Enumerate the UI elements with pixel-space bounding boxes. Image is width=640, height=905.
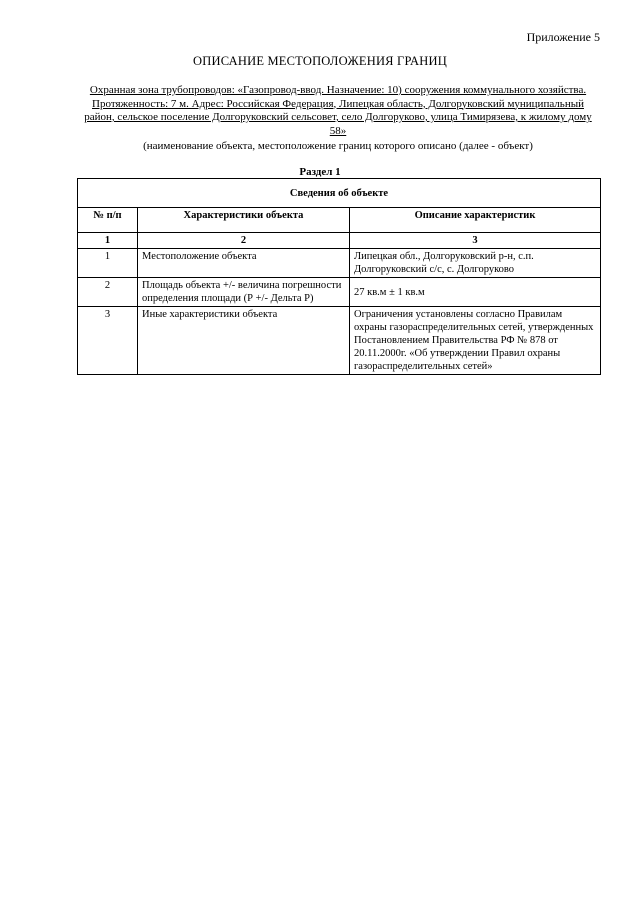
column-number-3: 3 [350,233,601,249]
row-number: 2 [78,278,138,307]
column-header-number: № п/п [78,208,138,233]
row-number: 3 [78,307,138,375]
table-row [78,249,601,278]
object-caption: (наименование объекта, местоположение границ которого описано (далее - объект) [143,140,533,152]
table-heading: Сведения об объекте [78,179,601,208]
column-number-1: 1 [78,233,138,249]
row-number: 1 [78,249,138,278]
section-label: Раздел 1 [299,166,341,178]
document-title: ОПИСАНИЕ МЕСТОПОЛОЖЕНИЯ ГРАНИЦ [193,54,447,68]
column-header-description: Описание характеристик [350,208,601,233]
object-name: Охранная зона трубопроводов: «Газопровод-ввод. Назначение: 10) сооружения коммунального хозяйства. Протяженность: 7 м. Адрес: Российская Федерация, Липецкая область, Долгоруковский муниципальный район, сельское поселение Долгоруковский сельсовет, село Долгоруково, улица Тимирязева, к жилому дому 58» [84,84,592,137]
appendix-label: Приложение 5 [526,30,600,44]
table-row [78,307,601,375]
object-info-table [77,178,601,375]
table-row [78,278,601,307]
row-characteristic: Площадь объекта +/- величина погрешности определения площади (Р +/- Дельта Р) [138,278,350,307]
row-description: 27 кв.м ± 1 кв.м [350,278,601,307]
column-number-2: 2 [138,233,350,249]
row-characteristic: Иные характеристики объекта [138,307,350,375]
row-description: Липецкая обл., Долгоруковский р-н, с.п. Долгоруковский с/с, с. Долгоруково [350,249,601,278]
row-characteristic: Местоположение объекта [138,249,350,278]
row-description: Ограничения установлены согласно Правилам охраны газораспределительных сетей, утвержденных Постановлением Правительства РФ № 878 от 20.11.2000г. «Об утверждении Правил охраны газораспределительных сетей» [350,307,601,375]
column-header-characteristic: Характеристики объекта [138,208,350,233]
